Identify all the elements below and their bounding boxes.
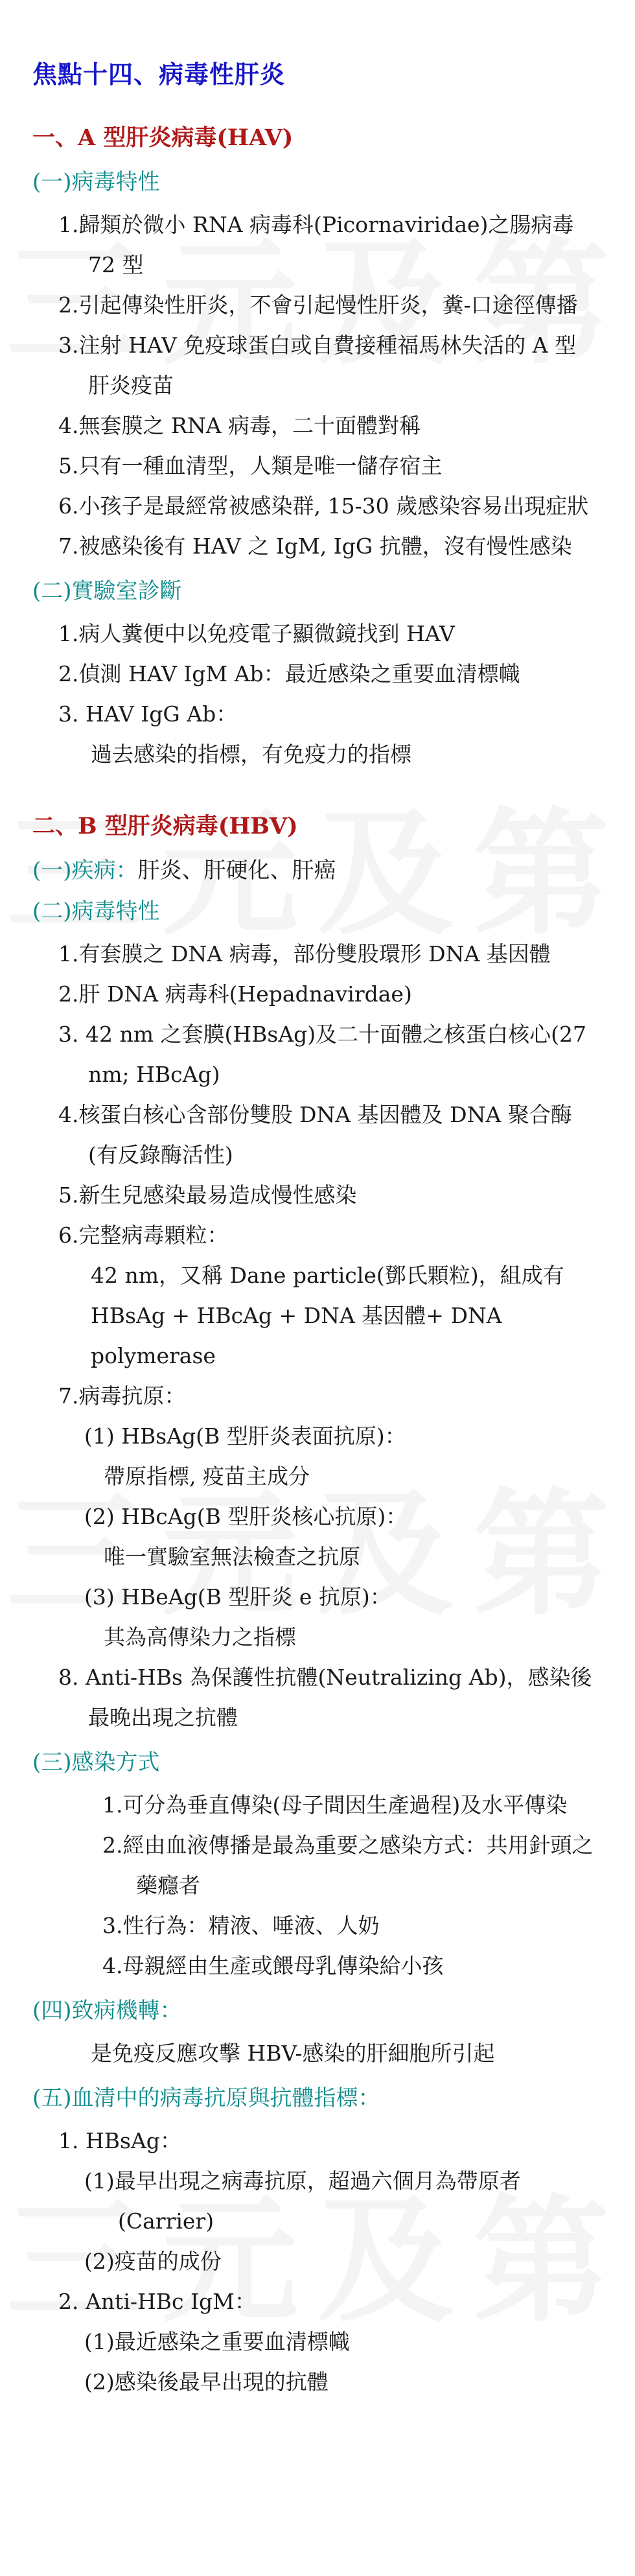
- list-item: 2.經由血液傳播是最為重要之感染方式：共用針頭之藥癮者: [102, 1832, 594, 1898]
- page-title: 焦點十四、病毒性肝炎: [32, 60, 286, 89]
- list-item: 4.無套膜之 RNA 病毒，二十面體對稱: [58, 413, 421, 438]
- list-item: (2)疫苗的成份: [84, 2249, 222, 2274]
- disease-label: (一)疾病：: [32, 858, 138, 884]
- list-item: (1)最近感染之重要血清標幟: [84, 2329, 350, 2354]
- list-item: 6.小孩子是最經常被感染群, 15-30 歲感染容易出現症狀: [58, 493, 589, 519]
- subheading-hav-lab: (二)實驗室診斷: [32, 578, 182, 604]
- list-item: 1.歸類於微小 RNA 病毒科(Picornaviridae)之腸病毒 72 型: [58, 212, 574, 277]
- disease-text: 肝炎、肝硬化、肝癌: [137, 858, 336, 884]
- list-item: 4.核蛋白核心含部份雙股 DNA 基因體及 DNA 聚合酶(有反錄酶活性): [58, 1102, 572, 1167]
- subheading-hbv-mechanism: (四)致病機轉：: [32, 1998, 182, 2024]
- subheading-hbv-disease: [32, 852, 597, 884]
- list-item: 5.只有一種血清型，人類是唯一儲存宿主: [58, 453, 443, 478]
- list-item: 4.母親經由生產或餵母乳傳染給小孩: [102, 1953, 444, 1978]
- list-item: 2.引起傳染性肝炎，不會引起慢性肝炎，糞-口途徑傳播: [58, 292, 578, 318]
- note-text: 過去感染的指標，有免疫力的指標: [91, 742, 411, 767]
- list-item: 1.病人糞便中以免疫電子顯微鏡找到 HAV: [58, 621, 455, 646]
- list-item: 5.新生兒感染最易造成慢性感染: [58, 1182, 357, 1208]
- list-item: 1.有套膜之 DNA 病毒，部份雙股環形 DNA 基因體: [58, 941, 551, 966]
- list-item: 2.肝 DNA 病毒科(Hepadnavirdae): [58, 981, 412, 1007]
- antigen-item: (2) HBcAg(B 型肝炎核心抗原)：: [84, 1504, 408, 1529]
- note-text: 是免疫反應攻擊 HBV-感染的肝細胞所引起: [91, 2041, 495, 2066]
- subheading-hav-features: (一)病毒特性: [32, 169, 160, 195]
- antigen-note: 唯一實驗室無法檢查之抗原: [104, 1544, 360, 1569]
- subheading-hbv-transmission: (三)感染方式: [32, 1750, 160, 1775]
- list-item: 1. HBsAg：: [58, 2128, 181, 2153]
- section-heading-hav: 一、A 型肝炎病毒(HAV): [32, 124, 294, 151]
- list-item: 3. HAV IgG Ab：: [58, 701, 238, 727]
- list-item: 1.可分為垂直傳染(母子間因生產過程)及水平傳染: [102, 1792, 568, 1818]
- antigen-note: 帶原指標, 疫苗主成分: [104, 1464, 310, 1489]
- note-text: 42 nm，又稱 Dane particle(鄧氏顆粒)，組成有 HBsAg + HBcAg + DNA 基因體+ DNA polymerase: [91, 1263, 564, 1368]
- list-item: 2.偵測 HAV IgM Ab：最近感染之重要血清標幟: [58, 661, 520, 686]
- list-item: 7.被感染後有 HAV 之 IgM, IgG 抗體，沒有慢性感染: [58, 533, 572, 559]
- section-heading-hbv: 二、B 型肝炎病毒(HBV): [32, 813, 298, 839]
- antigen-note: 其為高傳染力之指標: [104, 1624, 296, 1650]
- antigen-item: (1) HBsAg(B 型肝炎表面抗原)：: [84, 1423, 406, 1449]
- subheading-hbv-markers: (五)血清中的病毒抗原與抗體指標：: [32, 2085, 380, 2111]
- list-item: 8. Anti-HBs 為保護性抗體(Neutralizing Ab)，感染後最晚出現之抗體: [58, 1665, 592, 1730]
- subheading-hbv-features: (二)病毒特性: [32, 898, 160, 924]
- list-item: 3.性行為：精液、唾液、人奶: [102, 1913, 380, 1938]
- list-item: (2)感染後最早出現的抗體: [84, 2369, 329, 2395]
- antigen-item: (3) HBeAg(B 型肝炎 e 抗原)：: [84, 1584, 391, 1610]
- list-item: 3. 42 nm 之套膜(HBsAg)及二十面體之核蛋白核心(27 nm; HBcAg): [58, 1022, 587, 1087]
- list-item: 3.注射 HAV 免疫球蛋白或自費接種福馬林失活的 A 型肝炎疫苗: [58, 333, 577, 398]
- list-item: (1)最早出現之病毒抗原，超過六個月為帶原者(Carrier): [84, 2168, 521, 2234]
- list-item: 2. Anti-HBc IgM：: [58, 2289, 256, 2314]
- list-item: 6.完整病毒顆粒：: [58, 1223, 229, 1248]
- list-item: 7.病毒抗原：: [58, 1383, 186, 1409]
